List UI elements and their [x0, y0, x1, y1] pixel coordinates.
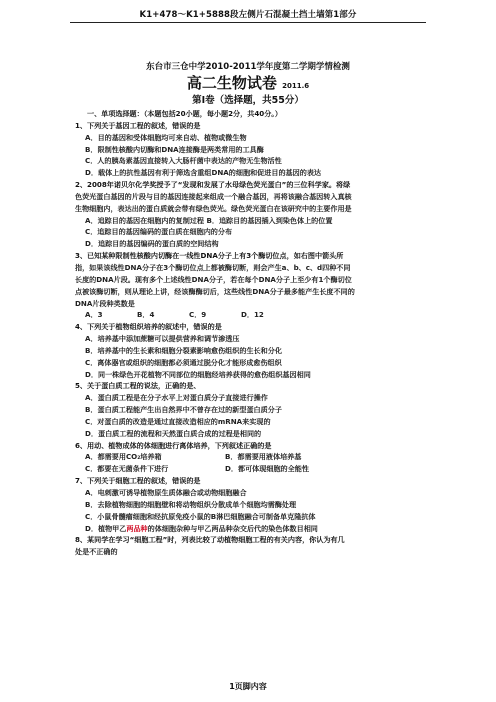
q4-option-a: A．培养基中添加蔗糖可以提供营养和调节渗透压	[85, 334, 240, 344]
q6-options-row-1	[75, 451, 437, 463]
question-1: 1、下列关于基因工程的叙述，错误的是	[75, 120, 201, 130]
exam-title-text: 高二生物试卷	[186, 74, 277, 92]
q7-option-a: A．电刺激可诱导植物原生质体融合或动物细胞融合	[85, 488, 247, 497]
question-3-line-2: 指，如果该线性DNA分子在3个酶切位点上都被酶切断，则会产生a、b、c、d四种不同	[75, 262, 351, 272]
q7-option-c: C．小鼠骨髓瘤细胞和经抗原免疫小鼠的B淋巴细胞融合可制备单克隆抗体	[85, 511, 316, 521]
header-rule	[70, 22, 426, 23]
q2-option-d: D．追踪目的基因编码的蛋白质的空间结构	[85, 239, 219, 249]
q1-option-c: C．人的胰岛素基因直接转入大肠杆菌中表达的产物无生物活性	[85, 156, 282, 166]
q6-option-a: A．都需要用CO₂培养箱	[85, 452, 162, 462]
q2-option-ab: A．追踪目的基因在细胞内的复制过程 B．追踪目的基因插入到染色体上的位置	[85, 215, 333, 225]
q3-option-c: C．9	[189, 310, 207, 320]
question-2-line-3: 生物细胞内，表达出的蛋白质就会带有绿色荧光。绿色荧光蛋白在该研究中的主要作用是	[75, 203, 352, 213]
q3-option-d: D．12	[241, 310, 264, 320]
question-8-line-1: 8、某同学在学习“细胞工程”时，列表比较了动植物细胞工程的有关内容，你认为有几	[75, 535, 345, 545]
q7-option-d-pre: D．植物甲乙	[85, 523, 127, 533]
question-3-line-5: DNA片段种类数是	[75, 298, 135, 308]
q1-option-d: D．载体上的抗性基因有利于筛选含重组DNA的细胞和促进目的基因的表达	[85, 168, 322, 178]
q1-option-b: B．限制性核酸内切酶和DNA连接酶是两类常用的工具酶	[85, 144, 264, 154]
page-header: K1+478～K1+5888段左侧片石混凝土挡土墙第1部分	[139, 10, 357, 20]
q4-option-c: C．离体器官或组织的细胞都必须通过脱分化才能形成愈伤组织	[85, 357, 282, 367]
q5-option-c: C．对蛋白质的改造是通过直接改造相应的mRNA来实现的	[85, 416, 271, 426]
question-3-line-1: 3、已知某种限制性核酸内切酶在一线性DNA分子上有3个酶切位点，如右图中箭头所	[75, 251, 344, 261]
q6-option-b: B．都需要用液体培养基	[225, 452, 302, 462]
q6-option-d: D．都可体现细胞的全能性	[225, 464, 309, 474]
q6-option-c: C．都要在无菌条件下进行	[85, 464, 169, 474]
q4-option-b: B．培养基中的生长素和细胞分裂素影响愈伤组织的生长和分化	[85, 345, 282, 355]
q2-option-c: C．追踪目的基因编码的蛋白质在细胞内的分布	[85, 227, 233, 237]
question-2-line-2: 色荧光蛋白基因的片段与目的基因连接起来组成一个融合基因，再将该融合基因转入真核	[75, 191, 352, 201]
exam-title	[0, 72, 496, 93]
question-5: 5、关于蛋白质工程的说法，正确的是、	[75, 381, 201, 391]
q7-option-b: B．去除植物细胞的细胞壁和将动物组织分散成单个细胞均需酶处理	[85, 499, 297, 509]
q3-option-b: B．4	[137, 310, 155, 320]
question-body	[75, 108, 437, 558]
question-2-line-1: 2、2008年诺贝尔化学奖授予了“发现和发展了水母绿色荧光蛋白”的三位科学家。将绿	[75, 180, 351, 190]
q7-option-d	[75, 523, 437, 535]
school-line: 东台市三仓中学2010-2011学年度第二学期学情检测	[146, 62, 350, 72]
q5-option-d: D．蛋白质工程的流程和天然蛋白质合成的过程是相同的	[85, 428, 262, 438]
q3-option-a: A．3	[85, 310, 103, 320]
q5-option-b: B．蛋白质工程能产生出自然界中不曾存在过的新型蛋白质分子	[85, 405, 282, 415]
exam-date: 2011.6	[282, 82, 310, 90]
question-6: 6、用动、植物成体的体细胞进行离体培养，下列叙述正确的是	[75, 440, 272, 450]
q6-options-row-2	[75, 463, 437, 475]
question-8-line-2: 处是不正确的	[75, 547, 118, 557]
q7-option-d-highlight: 两品种	[126, 523, 148, 533]
page-footer: 1页脚内容	[229, 682, 267, 691]
question-7: 7、下列关于细胞工程的叙述，错误的是	[75, 476, 201, 486]
q7-option-d-post: 的体细胞杂种与甲乙两品种杂交后代的染色体数目相同	[147, 523, 318, 533]
q4-option-d: D．同一株绿色开花植物不同部位的细胞经培养获得的愈伤组织基因相同	[85, 369, 311, 379]
question-3-line-4: 点被该酶切断，则从理论上讲，经该酶酶切后，这些线性DNA分子最多能产生长度不同的	[75, 286, 355, 296]
q1-option-a: A．目的基因和受体细胞均可来自动、植物或微生物	[85, 132, 247, 142]
section-heading: 一、单项选择题：（本题包括20小题，每小题2分，共40分。）	[87, 109, 282, 118]
q3-options	[75, 309, 437, 321]
q5-option-a: A．蛋白质工程是在分子水平上对蛋白质分子直接进行操作	[85, 393, 268, 403]
question-4: 4、下列关于植物组织培养的叙述中，错误的是	[75, 322, 222, 332]
part-heading: 第Ⅰ卷（选择题，共55分）	[192, 95, 304, 106]
question-3-line-3: 长度的DNA片段。现有多个上述线性DNA分子，若在每个DNA分子上至少有1个酶切位	[75, 274, 352, 284]
